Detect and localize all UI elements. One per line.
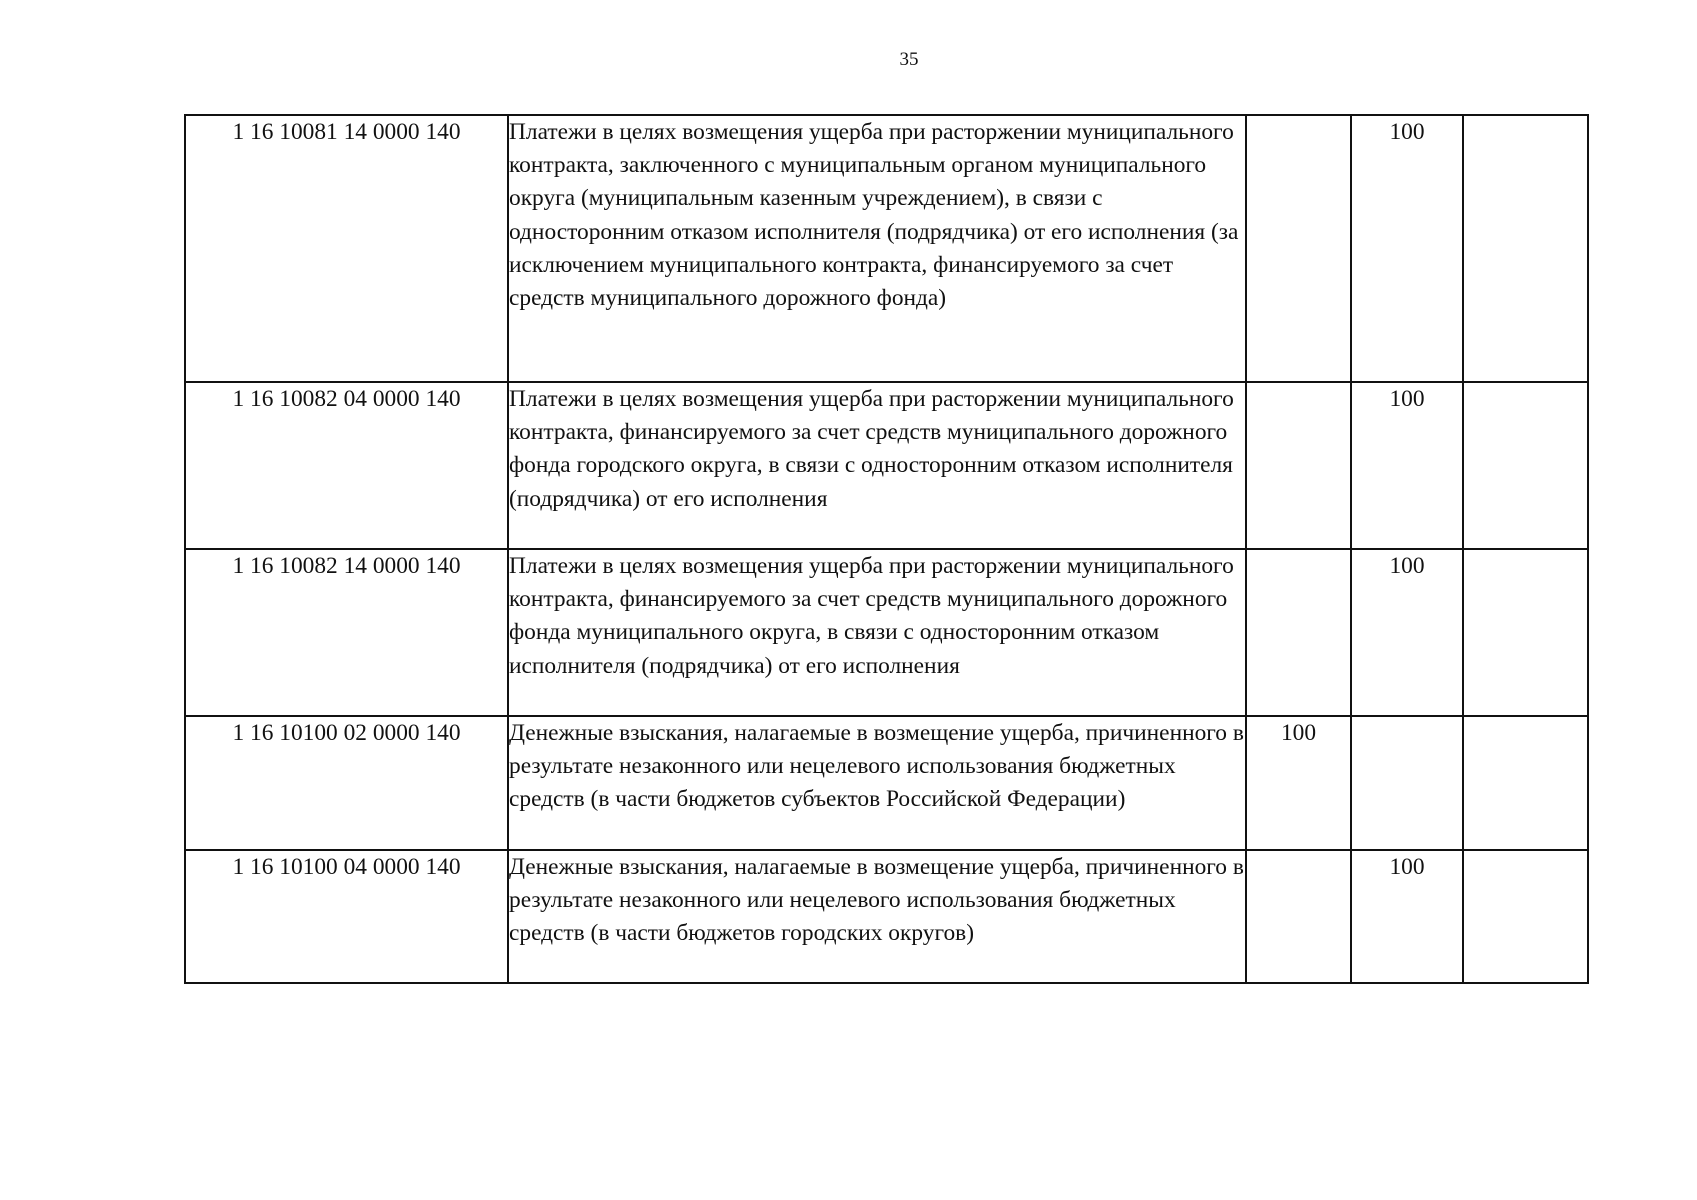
value-cell-3 — [1463, 716, 1588, 850]
value-cell-1 — [1246, 549, 1351, 716]
description-cell: Денежные взыскания, налагаемые в возмещение ущерба, причиненного в результате незаконного или нецелевого использования бюджетных средств (в части бюджетов субъектов Российской Федерации) — [508, 716, 1246, 850]
table-row — [185, 549, 1588, 716]
value-cell-1 — [1246, 382, 1351, 549]
page-number: 35 — [899, 49, 919, 70]
budget-code-cell: 1 16 10082 14 0000 140 — [185, 549, 508, 716]
description-cell: Платежи в целях возмещения ущерба при расторжении муниципального контракта, финансируемого за счет средств муниципального дорожного фонда городского округа, в связи с односторонним отказом исполнителя (подрядчика) от его исполнения — [508, 382, 1246, 549]
table-row — [185, 382, 1588, 549]
description-cell: Денежные взыскания, налагаемые в возмещение ущерба, причиненного в результате незаконного или нецелевого использования бюджетных средств (в части бюджетов городских округов) — [508, 850, 1246, 983]
value-cell-1: 100 — [1246, 716, 1351, 850]
budget-code-cell: 1 16 10082 04 0000 140 — [185, 382, 508, 549]
description-cell: Платежи в целях возмещения ущерба при расторжении муниципального контракта, финансируемого за счет средств муниципального дорожного фонда муниципального округа, в связи с односторонним отказом исполнителя (подрядчика) от его исполнения — [508, 549, 1246, 716]
table-row — [185, 115, 1588, 382]
value-cell-2: 100 — [1351, 549, 1463, 716]
budget-code-cell: 1 16 10081 14 0000 140 — [185, 115, 508, 382]
value-cell-2: 100 — [1351, 382, 1463, 549]
value-cell-3 — [1463, 382, 1588, 549]
value-cell-2: 100 — [1351, 850, 1463, 983]
budget-code-cell: 1 16 10100 04 0000 140 — [185, 850, 508, 983]
description-cell: Платежи в целях возмещения ущерба при расторжении муниципального контракта, заключенного с муниципальным органом муниципального округа (муниципальным казенным учреждением), в связи с односторонним отказом исполнителя (подрядчика) от его исполнения (за исключением муниципального контракта, финансируемого за счет средств муниципального дорожного фонда) — [508, 115, 1246, 382]
value-cell-1 — [1246, 115, 1351, 382]
value-cell-2: 100 — [1351, 115, 1463, 382]
value-cell-3 — [1463, 549, 1588, 716]
budget-code-cell: 1 16 10100 02 0000 140 — [185, 716, 508, 850]
value-cell-1 — [1246, 850, 1351, 983]
revenue-distribution-table — [184, 114, 1589, 984]
value-cell-2 — [1351, 716, 1463, 850]
table-row — [185, 716, 1588, 850]
table-row — [185, 850, 1588, 983]
value-cell-3 — [1463, 115, 1588, 382]
value-cell-3 — [1463, 850, 1588, 983]
